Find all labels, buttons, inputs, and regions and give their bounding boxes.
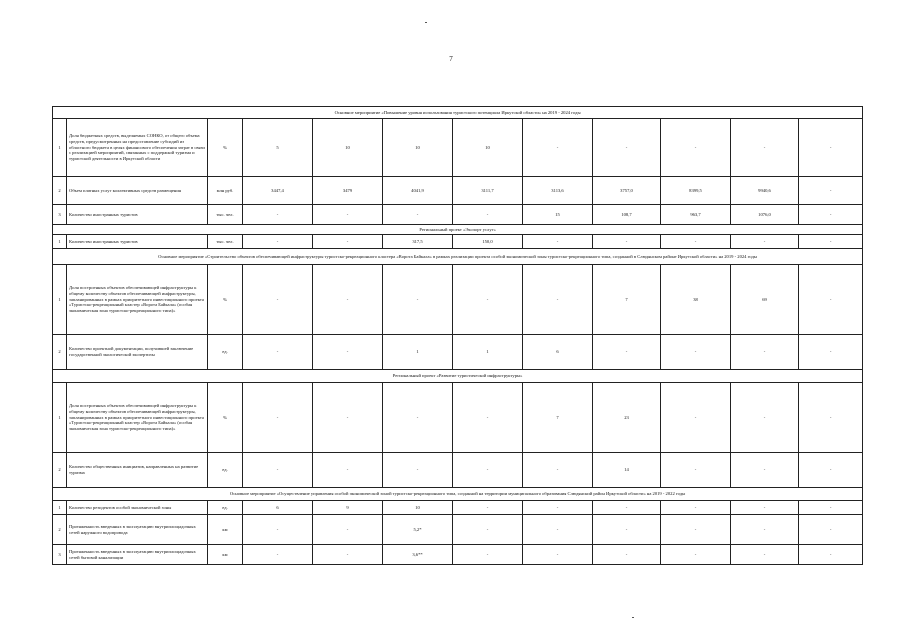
value-cell: 150,0	[453, 235, 523, 249]
section-row	[53, 249, 863, 265]
value-cell: -	[313, 383, 383, 453]
value-cell: -	[383, 383, 453, 453]
value-cell: -	[313, 235, 383, 249]
value-cell: -	[731, 235, 799, 249]
row-number-cell: 1	[53, 235, 67, 249]
value-cell: -	[661, 119, 731, 177]
value-cell: 317,5	[383, 235, 453, 249]
value-cell: -	[313, 453, 383, 488]
value-cell: -	[799, 383, 863, 453]
table-row	[53, 235, 863, 249]
value-cell: -	[383, 453, 453, 488]
section-title: Основное мероприятие «Строительство объектов обеспечивающей инфраструктуры туристско-рекреационного кластера «Ворота Байкала» в рамках реализации проекта особой экономической зоны туристско-рекреационного типа, созданной в Слюдянском районе Иркутской области» на 2019 - 2024 годы	[53, 249, 863, 265]
indicator-name-cell: Количество иностранных туристов	[67, 235, 208, 249]
table-row	[53, 383, 863, 453]
value-cell: -	[243, 235, 313, 249]
value-cell: -	[799, 335, 863, 370]
value-cell: 7	[593, 265, 661, 335]
value-cell: -	[593, 545, 661, 565]
value-cell: -	[731, 335, 799, 370]
table-row	[53, 177, 863, 205]
value-cell: -	[453, 453, 523, 488]
value-cell: -	[523, 119, 593, 177]
value-cell: -	[731, 383, 799, 453]
value-cell: -	[799, 235, 863, 249]
table-row	[53, 453, 863, 488]
value-cell: -	[731, 119, 799, 177]
value-cell: -	[799, 119, 863, 177]
row-number-cell: 1	[53, 265, 67, 335]
section-title: Основное мероприятие «Осуществление управления особой экономической зоной туристско-рекреационного типа, созданной на территории муниципального образования Слюдянский район Иркутской области» на 2019 - 2022 годы	[53, 488, 863, 501]
value-cell: 10	[313, 119, 383, 177]
value-cell: 3113,6	[523, 177, 593, 205]
value-cell: 5,2*	[383, 515, 453, 545]
row-number-cell: 1	[53, 383, 67, 453]
value-cell: 1	[453, 335, 523, 370]
value-cell: 38	[661, 265, 731, 335]
value-cell: -	[661, 335, 731, 370]
value-cell: -	[313, 545, 383, 565]
indicator-name-cell: Количество иностранных туристов	[67, 205, 208, 225]
section-title: Региональный проект «Экспорт услуг»	[53, 225, 863, 235]
value-cell: -	[313, 265, 383, 335]
value-cell: -	[243, 453, 313, 488]
value-cell: -	[593, 515, 661, 545]
value-cell: -	[799, 177, 863, 205]
value-cell: 10	[453, 119, 523, 177]
scan-speck	[425, 22, 427, 23]
value-cell: -	[661, 545, 731, 565]
unit-cell: км	[208, 515, 243, 545]
unit-cell: ед.	[208, 501, 243, 515]
indicator-name-cell: Количество резидентов особой экономической зоны	[67, 501, 208, 515]
section-title: Основное мероприятие «Повышение уровня использования туристского потенциала Иркутской области» на 2019 - 2024 годы	[53, 107, 863, 119]
value-cell: -	[243, 383, 313, 453]
value-cell: 3111,7	[453, 177, 523, 205]
row-number-cell: 2	[53, 335, 67, 370]
value-cell: -	[523, 501, 593, 515]
value-cell: -	[523, 515, 593, 545]
value-cell: 10	[383, 501, 453, 515]
value-cell: -	[799, 205, 863, 225]
value-cell: -	[593, 119, 661, 177]
value-cell: -	[799, 265, 863, 335]
unit-cell: ед.	[208, 453, 243, 488]
table-row	[53, 501, 863, 515]
value-cell: -	[313, 335, 383, 370]
value-cell: -	[799, 545, 863, 565]
value-cell: -	[799, 515, 863, 545]
row-number-cell: 3	[53, 545, 67, 565]
unit-cell: км	[208, 545, 243, 565]
value-cell: -	[661, 235, 731, 249]
value-cell: -	[593, 235, 661, 249]
value-cell: -	[661, 453, 731, 488]
value-cell: -	[593, 335, 661, 370]
row-number-cell: 1	[53, 119, 67, 177]
table-row	[53, 265, 863, 335]
page-number: 7	[449, 55, 453, 63]
value-cell: -	[661, 383, 731, 453]
unit-cell: %	[208, 383, 243, 453]
value-cell: 3447,4	[243, 177, 313, 205]
value-cell: -	[383, 265, 453, 335]
value-cell: -	[383, 205, 453, 225]
value-cell: 963,7	[661, 205, 731, 225]
value-cell: -	[453, 265, 523, 335]
value-cell: -	[243, 335, 313, 370]
value-cell: -	[453, 501, 523, 515]
value-cell: -	[313, 205, 383, 225]
value-cell: 108,7	[593, 205, 661, 225]
value-cell: 3479	[313, 177, 383, 205]
indicator-name-cell: Количество проектной документации, получившей заключение государственной экологической экспертизы	[67, 335, 208, 370]
value-cell: 1	[383, 335, 453, 370]
section-row	[53, 488, 863, 501]
value-cell: -	[243, 205, 313, 225]
indicator-name-cell: Количество общественных инициатив, направленных на развитие туризма	[67, 453, 208, 488]
value-cell: -	[593, 501, 661, 515]
row-number-cell: 2	[53, 453, 67, 488]
unit-cell: млн руб.	[208, 177, 243, 205]
value-cell: -	[799, 453, 863, 488]
table-row	[53, 545, 863, 565]
row-number-cell: 1	[53, 501, 67, 515]
unit-cell: тыс. чел.	[208, 235, 243, 249]
value-cell: -	[731, 515, 799, 545]
value-cell: 9940,6	[731, 177, 799, 205]
unit-cell: %	[208, 265, 243, 335]
value-cell: -	[661, 515, 731, 545]
value-cell: -	[453, 383, 523, 453]
table-row	[53, 515, 863, 545]
indicator-name-cell: Доля построенных объектов обеспечивающей инфраструктуры к общему количеству объектов обеспечивающей инфраструктуры, запланированных в рамках приоритетного инвестиционного проекта «Туристско-рекреационный кластер «Ворота Байкала» (особая экономическая зона туристско-рекреационного типа)»	[67, 383, 208, 453]
indicator-name-cell: Протяженность введенных в эксплуатацию внутриплощадочных сетей бытовой канализации	[67, 545, 208, 565]
indicator-name-cell: Доля бюджетных средств, выделяемых СОНКО, от общего объема средств, предусмотренных на предоставление субсидий из областного бюджета в целях финансового обеспечения затрат в связи с реализацией мероприятий, связанных с поддержкой туризма и туристской деятельности в Иркутской области	[67, 119, 208, 177]
value-cell: -	[313, 515, 383, 545]
value-cell: 23	[593, 383, 661, 453]
scan-speck	[632, 617, 634, 618]
unit-cell: тыс. чел.	[208, 205, 243, 225]
indicator-name-cell: Протяженность введенных в эксплуатацию внутриплощадочных сетей наружного водопровода	[67, 515, 208, 545]
section-row	[53, 107, 863, 119]
value-cell: 15	[523, 205, 593, 225]
indicator-name-cell: Доля построенных объектов обеспечивающей инфраструктуры к общему количеству объектов обеспечивающей инфраструктуры, запланированных в рамках приоритетного инвестиционного проекта «Туристско-рекреационный кластер «Ворота Байкала» (особая экономическая зона туристско-рекреационного типа)»	[67, 265, 208, 335]
unit-cell: ед.	[208, 335, 243, 370]
section-row	[53, 370, 863, 383]
value-cell: -	[453, 545, 523, 565]
value-cell: 14	[593, 453, 661, 488]
value-cell: -	[453, 205, 523, 225]
value-cell: 6	[523, 335, 593, 370]
row-number-cell: 2	[53, 515, 67, 545]
value-cell: 3757,0	[593, 177, 661, 205]
value-cell: 9	[313, 501, 383, 515]
indicator-name-cell: Объем платных услуг коллективных средств размещения	[67, 177, 208, 205]
unit-cell: %	[208, 119, 243, 177]
value-cell: -	[523, 453, 593, 488]
value-cell: -	[243, 545, 313, 565]
value-cell: -	[243, 515, 313, 545]
value-cell: 69	[731, 265, 799, 335]
value-cell: 4041,9	[383, 177, 453, 205]
value-cell: -	[731, 545, 799, 565]
section-title: Региональный проект «Развитие туристической инфраструктуры»	[53, 370, 863, 383]
section-row	[53, 225, 863, 235]
row-number-cell: 2	[53, 177, 67, 205]
value-cell: -	[661, 501, 731, 515]
value-cell: -	[523, 545, 593, 565]
indicators-table	[52, 106, 863, 565]
row-number-cell: 3	[53, 205, 67, 225]
table-row	[53, 335, 863, 370]
value-cell: -	[243, 265, 313, 335]
value-cell: -	[731, 501, 799, 515]
value-cell: -	[799, 501, 863, 515]
value-cell: -	[731, 453, 799, 488]
value-cell: 8399,5	[661, 177, 731, 205]
value-cell: 3,6**	[383, 545, 453, 565]
table-row	[53, 205, 863, 225]
value-cell: 5	[243, 119, 313, 177]
value-cell: -	[523, 235, 593, 249]
table-row	[53, 119, 863, 177]
value-cell: -	[453, 515, 523, 545]
value-cell: 6	[243, 501, 313, 515]
value-cell: 1076,0	[731, 205, 799, 225]
value-cell: -	[523, 265, 593, 335]
value-cell: 7	[523, 383, 593, 453]
value-cell: 10	[383, 119, 453, 177]
